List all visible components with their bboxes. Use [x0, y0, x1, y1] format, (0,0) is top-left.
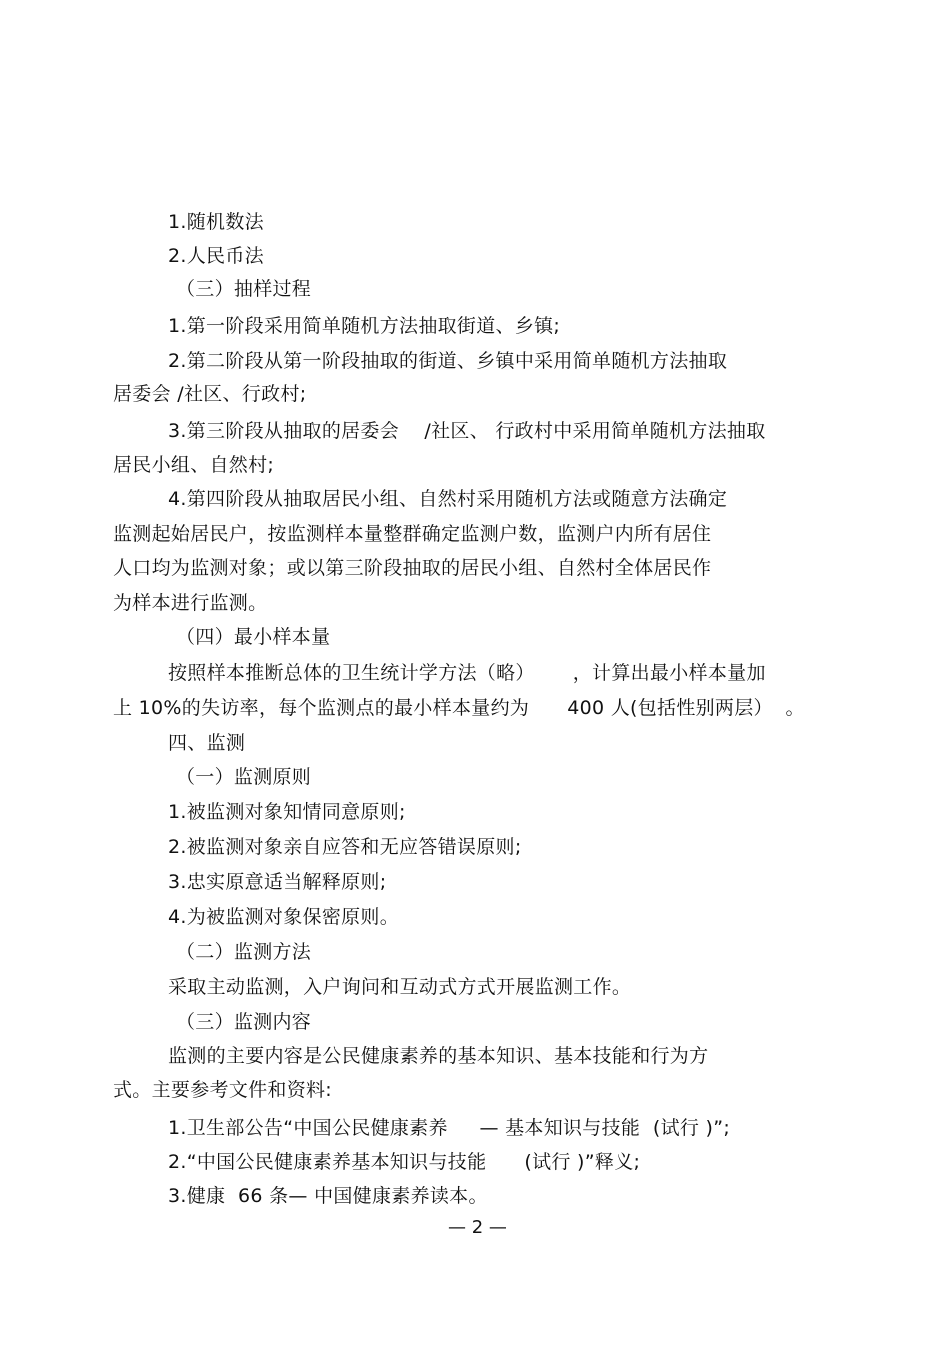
section-heading: （一）监测原则: [176, 766, 312, 788]
paragraph-line: 式。主要参考文件和资料:: [113, 1079, 333, 1101]
paragraph-line: 人口均为监测对象；或以第三阶段抽取的居民小组、自然村全体居民作: [113, 557, 712, 579]
paragraph-line: 居民小组、自然村;: [113, 454, 275, 476]
section-heading: （三）抽样过程: [176, 278, 312, 300]
paragraph-line: 为样本进行监测。: [113, 592, 268, 614]
page-number: — 2 —: [448, 1217, 507, 1238]
list-item: 2.第二阶段从第一阶段抽取的街道、乡镇中采用简单随机方法抽取: [168, 350, 728, 372]
list-item: 2.人民币法: [168, 245, 264, 267]
list-item: 1.被监测对象知情同意原则;: [168, 801, 406, 823]
paragraph-line: 监测的主要内容是公民健康素养的基本知识、基本技能和行为方: [168, 1045, 709, 1067]
list-item: 4.第四阶段从抽取居民小组、自然村采用随机方法或随意方法确定: [168, 488, 728, 510]
list-item: 3.健康 66 条— 中国健康素养读本。: [168, 1185, 488, 1207]
list-item: 3.第三阶段从抽取的居委会 /社区、 行政村中采用简单随机方法抽取: [168, 420, 766, 442]
paragraph-line: 监测起始居民户，按监测样本量整群确定监测户数，监测户内所有居住: [113, 523, 712, 545]
list-item: 4.为被监测对象保密原则。: [168, 906, 400, 928]
list-item: 1.随机数法: [168, 211, 264, 233]
list-item: 1.第一阶段采用简单随机方法抽取街道、乡镇;: [168, 315, 561, 337]
paragraph-line: 居委会 /社区、行政村;: [113, 383, 307, 405]
section-heading: 四、监测: [168, 732, 246, 754]
section-heading: （三）监测内容: [176, 1011, 312, 1033]
paragraph-line: 按照样本推断总体的卫生统计学方法（略） ，计算出最小样本量加: [168, 662, 766, 684]
section-heading: （四）最小样本量: [176, 626, 331, 648]
paragraph-line: 采取主动监测，入户询问和互动式方式开展监测工作。: [168, 976, 632, 998]
list-item: 1.卫生部公告“中国公民健康素养 — 基本知识与技能 (试行 )”;: [168, 1117, 731, 1139]
list-item: 2.“中国公民健康素养基本知识与技能 (试行 )”释义;: [168, 1151, 641, 1173]
list-item: 2.被监测对象亲自应答和无应答错误原则;: [168, 836, 522, 858]
paragraph-line: 上 10%的失访率，每个监测点的最小样本量约为 400 人(包括性别两层） 。: [113, 697, 805, 719]
section-heading: （二）监测方法: [176, 941, 312, 963]
list-item: 3.忠实原意适当解释原则;: [168, 871, 387, 893]
